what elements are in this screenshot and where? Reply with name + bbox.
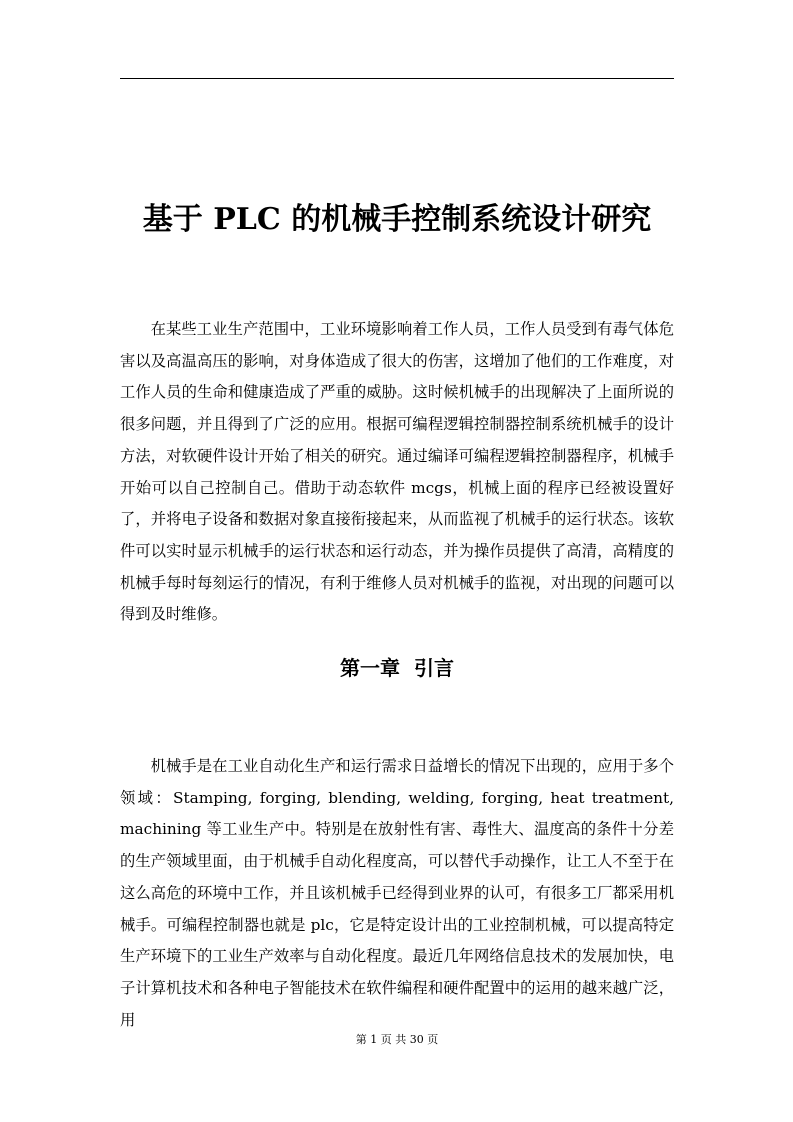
abstract-paragraph: 在某些工业生产范围中，工业环境影响着工作人员，工作人员受到有毒气体危害以及高温高压的影响，对身体造成了很大的伤害，这增加了他们的工作难度，对工作人员的生命和健康造成了严重的威胁。这时候机械手的出现解决了上面所说的很多问题，并且得到了广泛的应用。根据可编程逻辑控制器控制系统机械手的设计方法，对软硬件设计开始了相关的研究。通过编译可编程逻辑控制器程序，机械手开始可以自己控制自己。借助于动态软件 mcgs，机械上面的程序已经被设置好了，并将电子设备和数据对象直接衔接起来，从而监视了机械手的运行状态。该软件可以实时显示机械手的运行状态和运行动态，并为操作员提供了高清，高精度的机械手每时每刻运行的情况，有利于维修人员对机械手的监视，对出现的问题可以得到及时维修。	[120, 320, 674, 624]
intro-paragraph: 机械手是在工业自动化生产和运行需求日益增长的情况下出现的，应用于多个领域：Stamping, forging, blending, welding, forging, heat treatment, machining 等工业生产中。特别是在放射性有害、毒性大、温度高的条件十分差的生产领域里面，由于机械手自动化程度高，可以替代手动操作，让工人不至于在这么高危的环境中工作，并且该机械手已经得到业界的认可，有很多工厂都采用机械手。可编程控制器也就是 plc，它是特定设计出的工业控制机械，可以提高特定生产环境下的工业生产效率与自动化程度。最近几年网络信息技术的发展加快，电子计算机技术和各种电子智能技术在软件编程和硬件配置中的运用的越来越广泛，用	[120, 757, 674, 1029]
header-rule	[120, 78, 674, 79]
document-title: 基于 PLC 的机械手控制系统设计研究	[142, 202, 652, 237]
page-number-footer: 第 1 页 共 30 页	[355, 1033, 439, 1046]
chapter-heading: 第一章 引言	[340, 656, 454, 680]
